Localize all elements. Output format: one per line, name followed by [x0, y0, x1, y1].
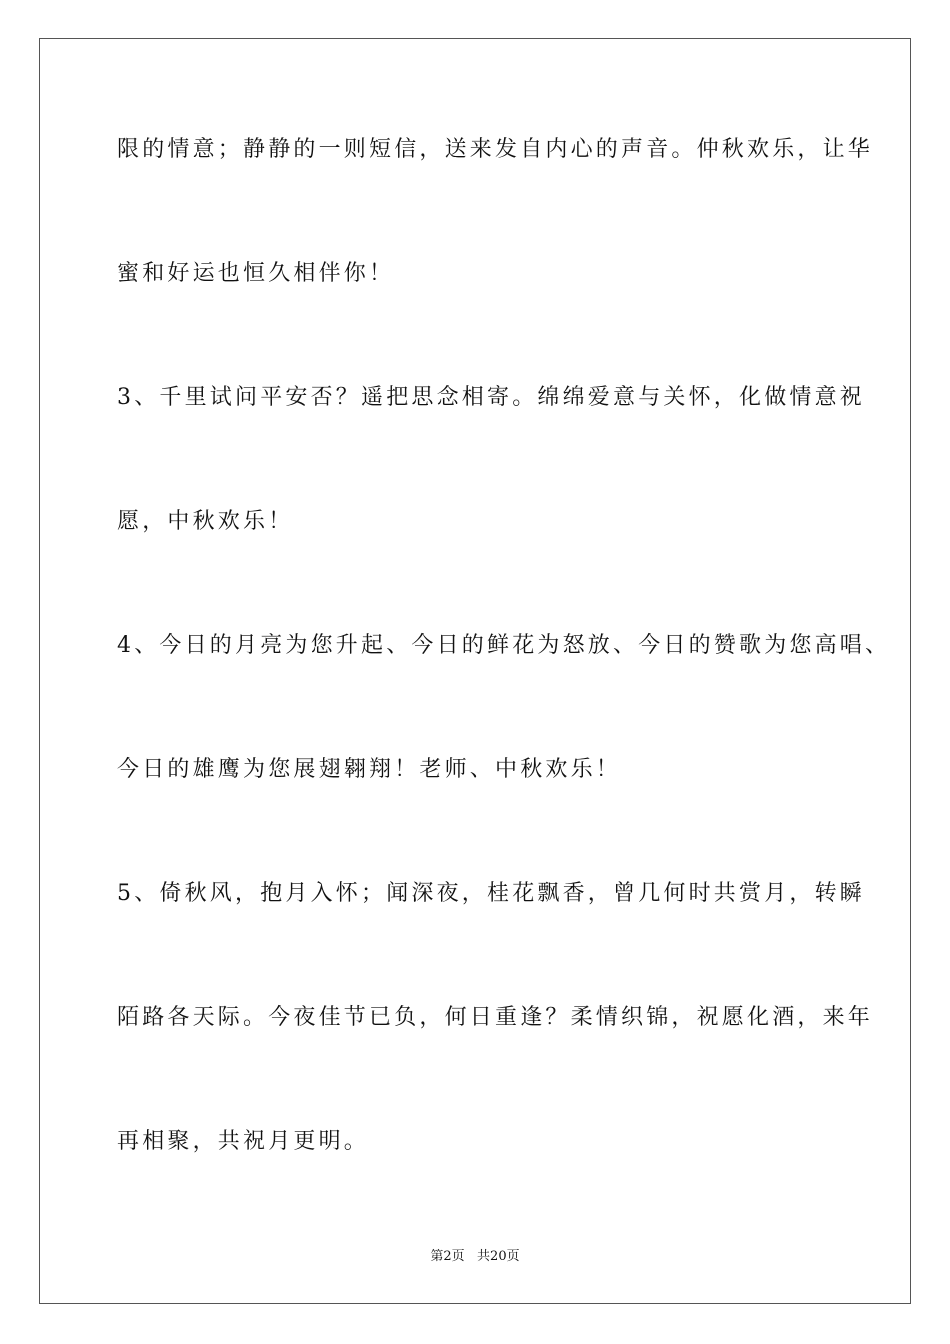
text-line: 限的情意；静静的一则短信，送来发自内心的声音。仲秋欢乐，让华	[117, 137, 874, 162]
text-line: 愿，中秋欢乐！	[117, 509, 294, 534]
page-frame	[39, 38, 911, 1304]
text-line: 陌路各天际。今夜佳节已负，何日重逢？柔情织锦，祝愿化酒，来年	[117, 1005, 874, 1030]
page-number-footer: 第2页 共20页	[430, 1249, 520, 1264]
text-line: 3、千里试问平安否？遥把思念相寄。绵绵爱意与关怀，化做情意祝	[117, 385, 865, 410]
text-line: 再相聚，共祝月更明。	[117, 1129, 370, 1154]
text-line: 5、倚秋风，抱月入怀；闻深夜，桂花飘香，曾几何时共赏月，转瞬	[117, 881, 865, 906]
text-line: 今日的雄鹰为您展翅翱翔！老师、中秋欢乐！	[117, 757, 622, 782]
text-line: 4、今日的月亮为您升起、今日的鲜花为怒放、今日的赞歌为您高唱、	[117, 633, 891, 658]
text-line: 蜜和好运也恒久相伴你！	[117, 261, 395, 286]
